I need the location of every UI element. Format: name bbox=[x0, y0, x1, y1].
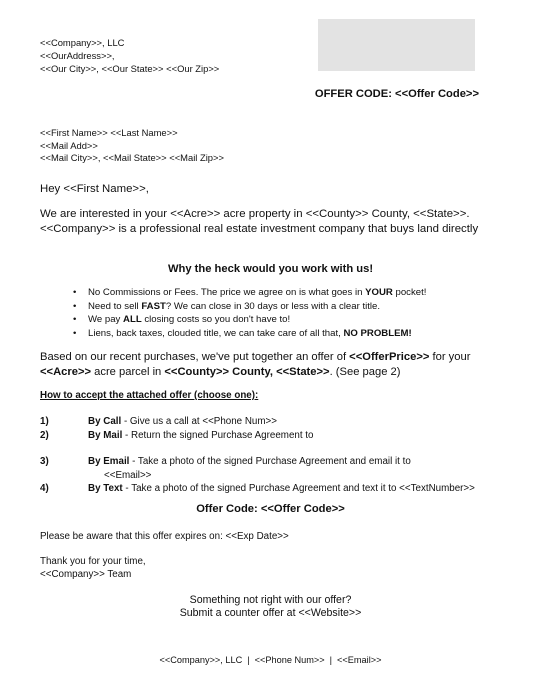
offer-code-footer: Offer Code: <<Offer Code>> bbox=[196, 503, 345, 515]
intro-paragraph bbox=[40, 207, 510, 236]
offer-acre: <<Acre>> bbox=[40, 365, 92, 378]
recipient-address-block bbox=[40, 127, 224, 165]
step-email-address: <<Email>> bbox=[104, 469, 152, 481]
list-item: • No Commissions or Fees. The price we agree on is what goes in YOUR pocket! bbox=[73, 286, 426, 300]
footer-phone: <<Phone Num>> bbox=[254, 655, 325, 665]
closing-team: <<Company>> Team bbox=[40, 569, 132, 581]
counter-line-1: Something not right with our offer? bbox=[189, 594, 352, 606]
step-text: 4) By Text - Take a photo of the signed Purchase Agreement and text it to <<TextNumber>> bbox=[40, 483, 475, 495]
greeting: Hey <<First Name>>, bbox=[40, 183, 149, 195]
step-call: 1) By Call - Give us a call at <<Phone Num>> bbox=[40, 416, 277, 427]
list-item: • Liens, back taxes, clouded title, we can take care of all that, NO PROBLEM! bbox=[73, 327, 426, 341]
intro-line-2: <<Company>> is a professional real estate investment company that buys land directly bbox=[40, 222, 479, 235]
list-item: • Need to sell FAST? We can close in 30 days or less with a clear title. bbox=[73, 300, 426, 314]
offer-paragraph bbox=[40, 350, 510, 379]
offer-county-state: <<County>> County, <<State>> bbox=[164, 365, 330, 378]
closing-signature bbox=[40, 555, 146, 581]
page-footer bbox=[0, 655, 541, 665]
step-email: 3) By Email - Take a photo of the signed Purchase Agreement and email it to <<Email>> bbox=[40, 455, 510, 482]
counter-offer-note bbox=[0, 594, 541, 621]
how-to-accept-heading: How to accept the attached offer (choose one): bbox=[40, 390, 259, 401]
footer-email: <<Email>> bbox=[337, 655, 382, 665]
intro-line-1: We are interested in your <<Acre>> acre property in <<County>> County, <<State>>. bbox=[40, 208, 470, 220]
why-heading: Why the heck would you work with us! bbox=[167, 263, 374, 275]
benefits-list bbox=[73, 286, 426, 340]
step-mail: 2) By Mail - Return the signed Purchase Agreement to bbox=[40, 429, 314, 441]
counter-line-2: Submit a counter offer at <<Website>> bbox=[179, 607, 362, 620]
footer-separator: | bbox=[329, 655, 333, 665]
recipient-address: <<Mail Add>> bbox=[40, 139, 98, 151]
offer-price: <<OfferPrice>> bbox=[349, 351, 430, 363]
expiration-notice: Please be aware that this offer expires on: <<Exp Date>> bbox=[40, 531, 289, 542]
sender-address-block bbox=[40, 36, 219, 75]
sender-city-state-zip: <<Our City>>, <<Our State>> <<Our Zip>> bbox=[40, 63, 220, 74]
sender-company: <<Company>>, LLC bbox=[40, 37, 125, 48]
logo-placeholder bbox=[318, 19, 475, 71]
offer-line-2: <<Acre>> acre parcel in <<County>> County, <<State>>. (See page 2) bbox=[40, 365, 401, 378]
offer-line-1: Based on our recent purchases, we've put together an offer of <<OfferPrice>> for your bbox=[40, 351, 471, 363]
recipient-city-state-zip: <<Mail City>>, <<Mail State>> <<Mail Zip>> bbox=[40, 152, 224, 163]
recipient-name: <<First Name>> <<Last Name>> bbox=[40, 127, 178, 138]
footer-separator: | bbox=[247, 655, 250, 665]
list-item: • We pay ALL closing costs so you don't have to! bbox=[73, 313, 426, 327]
sender-address: <<OurAddress>>, bbox=[40, 50, 115, 61]
offer-code-header: OFFER CODE: <<Offer Code>> bbox=[314, 88, 479, 100]
accept-steps bbox=[40, 415, 510, 496]
closing-thanks: Thank you for your time, bbox=[40, 556, 146, 567]
footer-company: <<Company>>, LLC bbox=[159, 655, 243, 665]
